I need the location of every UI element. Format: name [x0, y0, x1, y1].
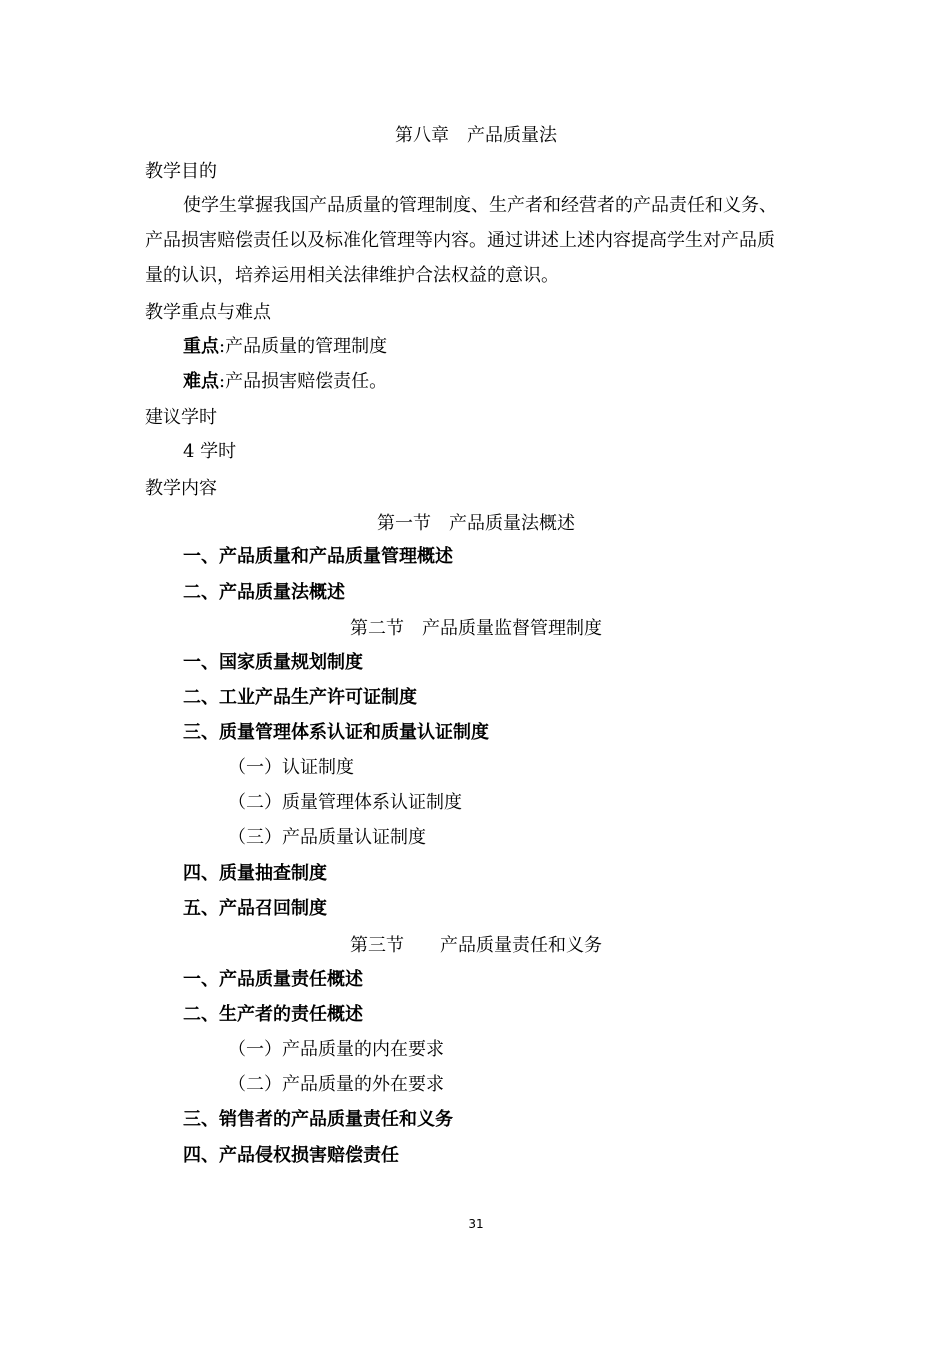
section3-subitem-1: （一）产品质量的内在要求: [228, 1039, 444, 1060]
section3-subitem-2: （二）产品质量的外在要求: [228, 1074, 444, 1095]
difficulty-label: 难点: [183, 371, 219, 392]
objectives-line-2: 产品损害赔偿责任以及标准化管理等内容。通过讲述上述内容提高学生对产品质: [145, 230, 775, 251]
page-number: 31: [468, 1217, 484, 1231]
hours-heading: 建议学时: [145, 407, 217, 428]
section2-title: 第二节 产品质量监督管理制度: [350, 618, 602, 639]
difficulty-text: :产品损害赔偿责任。: [219, 371, 388, 392]
section1-item-2: 二、产品质量法概述: [183, 582, 345, 603]
section2-item-2: 二、工业产品生产许可证制度: [183, 687, 417, 708]
section2-item-4: 四、质量抽查制度: [183, 863, 327, 884]
section3-item-1: 一、产品质量责任概述: [183, 969, 363, 990]
objectives-heading: 教学目的: [145, 161, 217, 182]
section2-item-3: 三、质量管理体系认证和质量认证制度: [183, 722, 489, 743]
objectives-line-3: 量的认识，培养运用相关法律维护合法权益的意识。: [145, 265, 559, 286]
section3-item-3: 三、销售者的产品质量责任和义务: [183, 1109, 453, 1130]
objectives-line-1: 使学生掌握我国产品质量的管理制度、生产者和经营者的产品责任和义务、: [183, 195, 777, 216]
section2-subitem-2: （二）质量管理体系认证制度: [228, 792, 462, 813]
section2-subitem-3: （三）产品质量认证制度: [228, 827, 426, 848]
section3-title: 第三节 产品质量责任和义务: [350, 935, 602, 956]
chapter-title: 第八章 产品质量法: [395, 125, 557, 146]
focus-text: :产品质量的管理制度: [219, 336, 388, 357]
hours-value: 4 学时: [183, 441, 237, 462]
section1-item-1: 一、产品质量和产品质量管理概述: [183, 546, 453, 567]
section2-item-1: 一、国家质量规划制度: [183, 652, 363, 673]
key-points-heading: 教学重点与难点: [145, 302, 271, 323]
focus-line: [183, 338, 387, 356]
content-heading: 教学内容: [145, 478, 217, 499]
section1-title: 第一节 产品质量法概述: [377, 513, 575, 534]
section3-item-2: 二、生产者的责任概述: [183, 1004, 363, 1025]
focus-label: 重点: [183, 336, 219, 357]
section2-subitem-1: （一）认证制度: [228, 757, 354, 778]
difficulty-line: [183, 373, 387, 391]
section3-item-4: 四、产品侵权损害赔偿责任: [183, 1145, 399, 1166]
section2-item-5: 五、产品召回制度: [183, 898, 327, 919]
